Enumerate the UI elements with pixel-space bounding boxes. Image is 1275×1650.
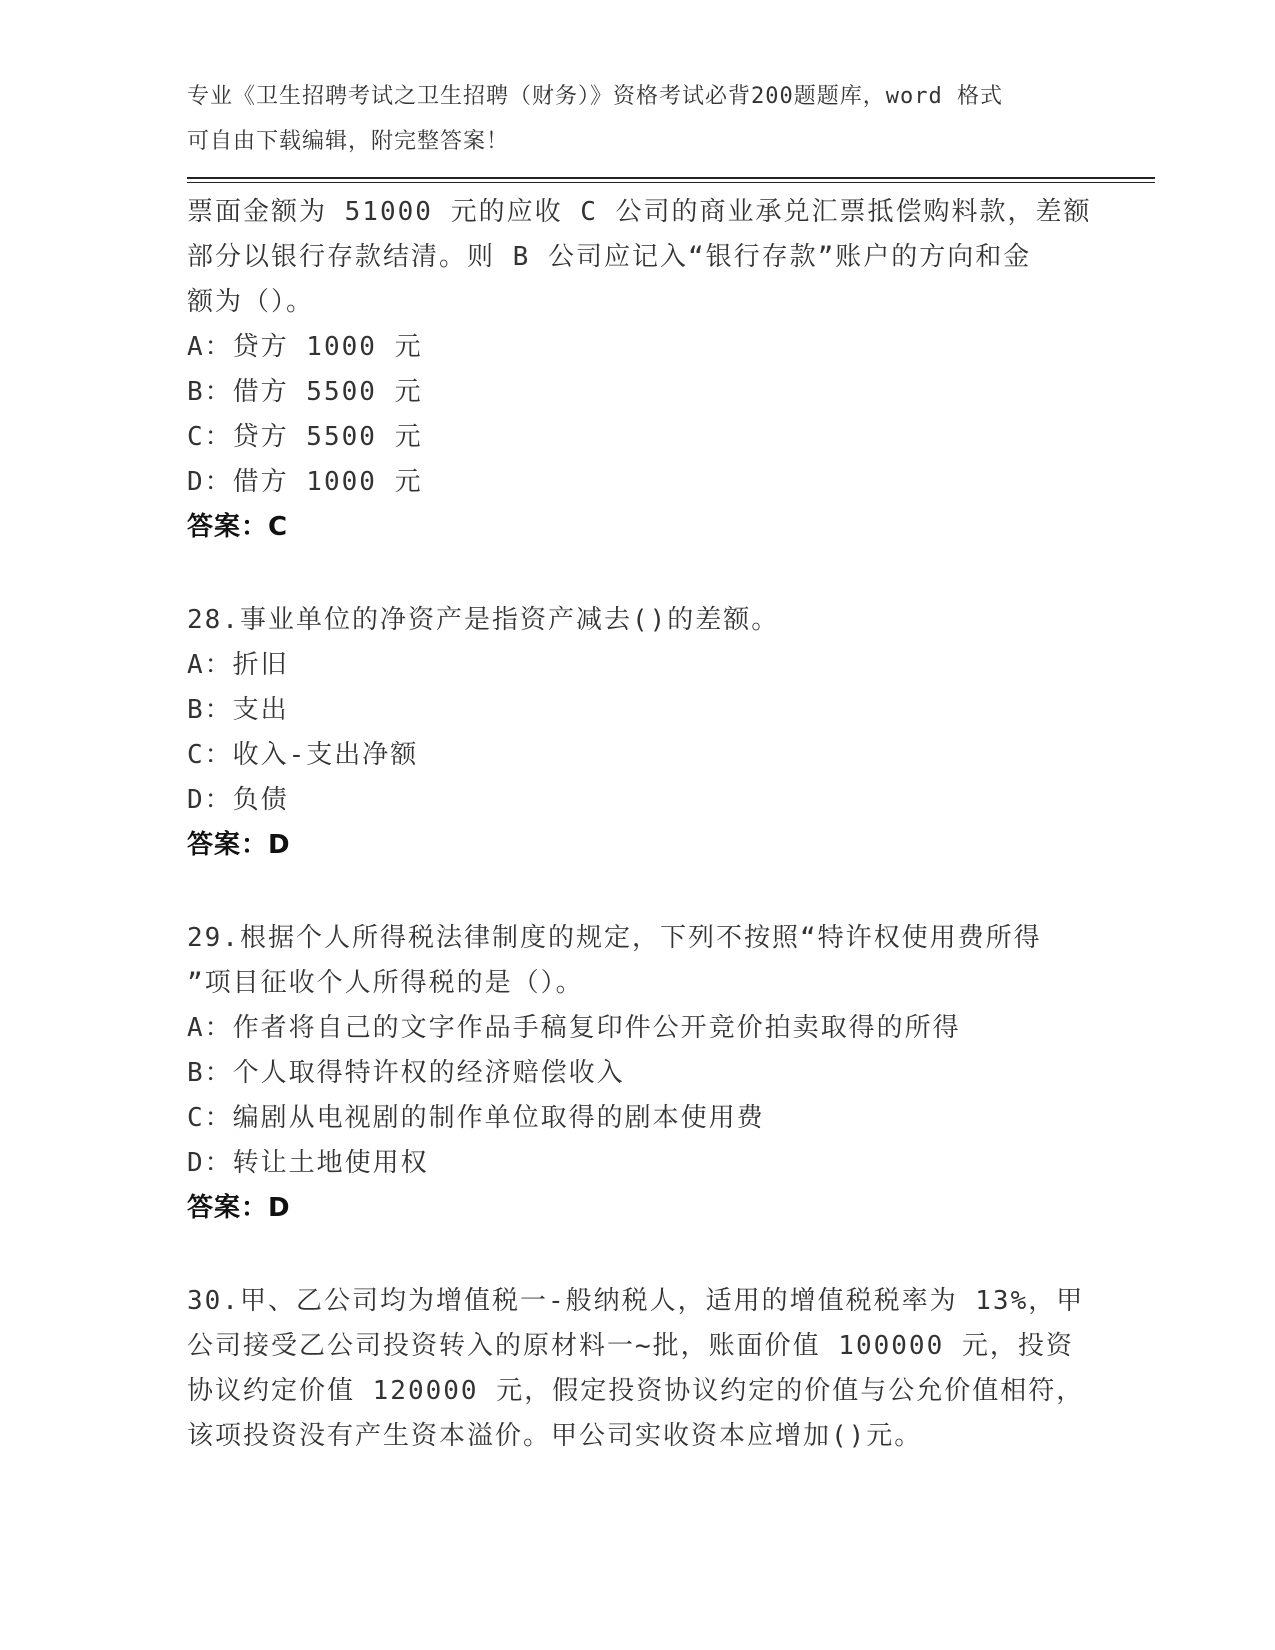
- option-d: D：负债: [187, 785, 289, 815]
- document-header: [187, 74, 1087, 164]
- question-29: [187, 916, 1087, 1231]
- option-b: B：个人取得特许权的经济赔偿收入: [187, 1058, 625, 1088]
- header-divider-thin: [187, 182, 1155, 183]
- option-b: B：借方 5500 元: [187, 377, 423, 407]
- header-divider-thick: [187, 177, 1155, 179]
- question-text-line: 28.事业单位的净资产是指资产减去()的差额。: [187, 605, 780, 635]
- question-text-line: 30.甲、乙公司均为增值税一-般纳税人，适用的增值税税率为 13%，甲: [187, 1286, 1085, 1316]
- answer-label: 答案：D: [187, 830, 291, 860]
- question-text-line: 协议约定价值 120000 元，假定投资协议约定的价值与公允价值相符，: [187, 1376, 1085, 1406]
- question-text-line: ”项目征收个人所得税的是（）。: [187, 968, 584, 998]
- question-text-line: 29.根据个人所得税法律制度的规定，下列不按照“特许权使用费所得: [187, 923, 1042, 953]
- option-a: A：贷方 1000 元: [187, 332, 423, 362]
- question-text-line: 部分以银行存款结清。则 B 公司应记入“银行存款”账户的方向和金: [187, 242, 1032, 272]
- question-text-line: 该项投资没有产生资本溢价。甲公司实收资本应增加()元。: [187, 1421, 923, 1451]
- answer-label: 答案：C: [187, 512, 289, 542]
- option-d: D：借方 1000 元: [187, 467, 423, 497]
- option-a: A：作者将自己的文字作品手稿复印件公开竞价拍卖取得的所得: [187, 1013, 961, 1043]
- question-30: [187, 1279, 1087, 1459]
- option-b: B：支出: [187, 695, 289, 725]
- document-body: [187, 190, 1092, 1459]
- answer-label: 答案：D: [187, 1193, 291, 1223]
- option-c: C：收入-支出净额: [187, 740, 419, 770]
- question-28: [187, 598, 1087, 868]
- spacer: [187, 1231, 1087, 1279]
- header-line-2: 可自由下载编辑，附完整答案！: [187, 129, 510, 154]
- header-line-1: 专业《卫生招聘考试之卫生招聘（财务）》资格考试必背200题题库，word 格式: [187, 84, 1003, 109]
- option-c: C：贷方 5500 元: [187, 422, 423, 452]
- option-d: D：转让土地使用权: [187, 1148, 429, 1178]
- option-c: C：编剧从电视剧的制作单位取得的剧本使用费: [187, 1103, 765, 1133]
- spacer: [187, 868, 1087, 916]
- question-27-continued: [187, 190, 1092, 550]
- spacer: [187, 550, 1087, 598]
- question-text-line: 公司接受乙公司投资转入的原材料一~批，账面价值 100000 元，投资: [187, 1331, 1074, 1361]
- option-a: A：折旧: [187, 650, 289, 680]
- question-text-line: 票面金额为 51000 元的应收 C 公司的商业承兑汇票抵偿购料款，差额: [187, 197, 1092, 227]
- question-text-line: 额为（）。: [187, 287, 315, 317]
